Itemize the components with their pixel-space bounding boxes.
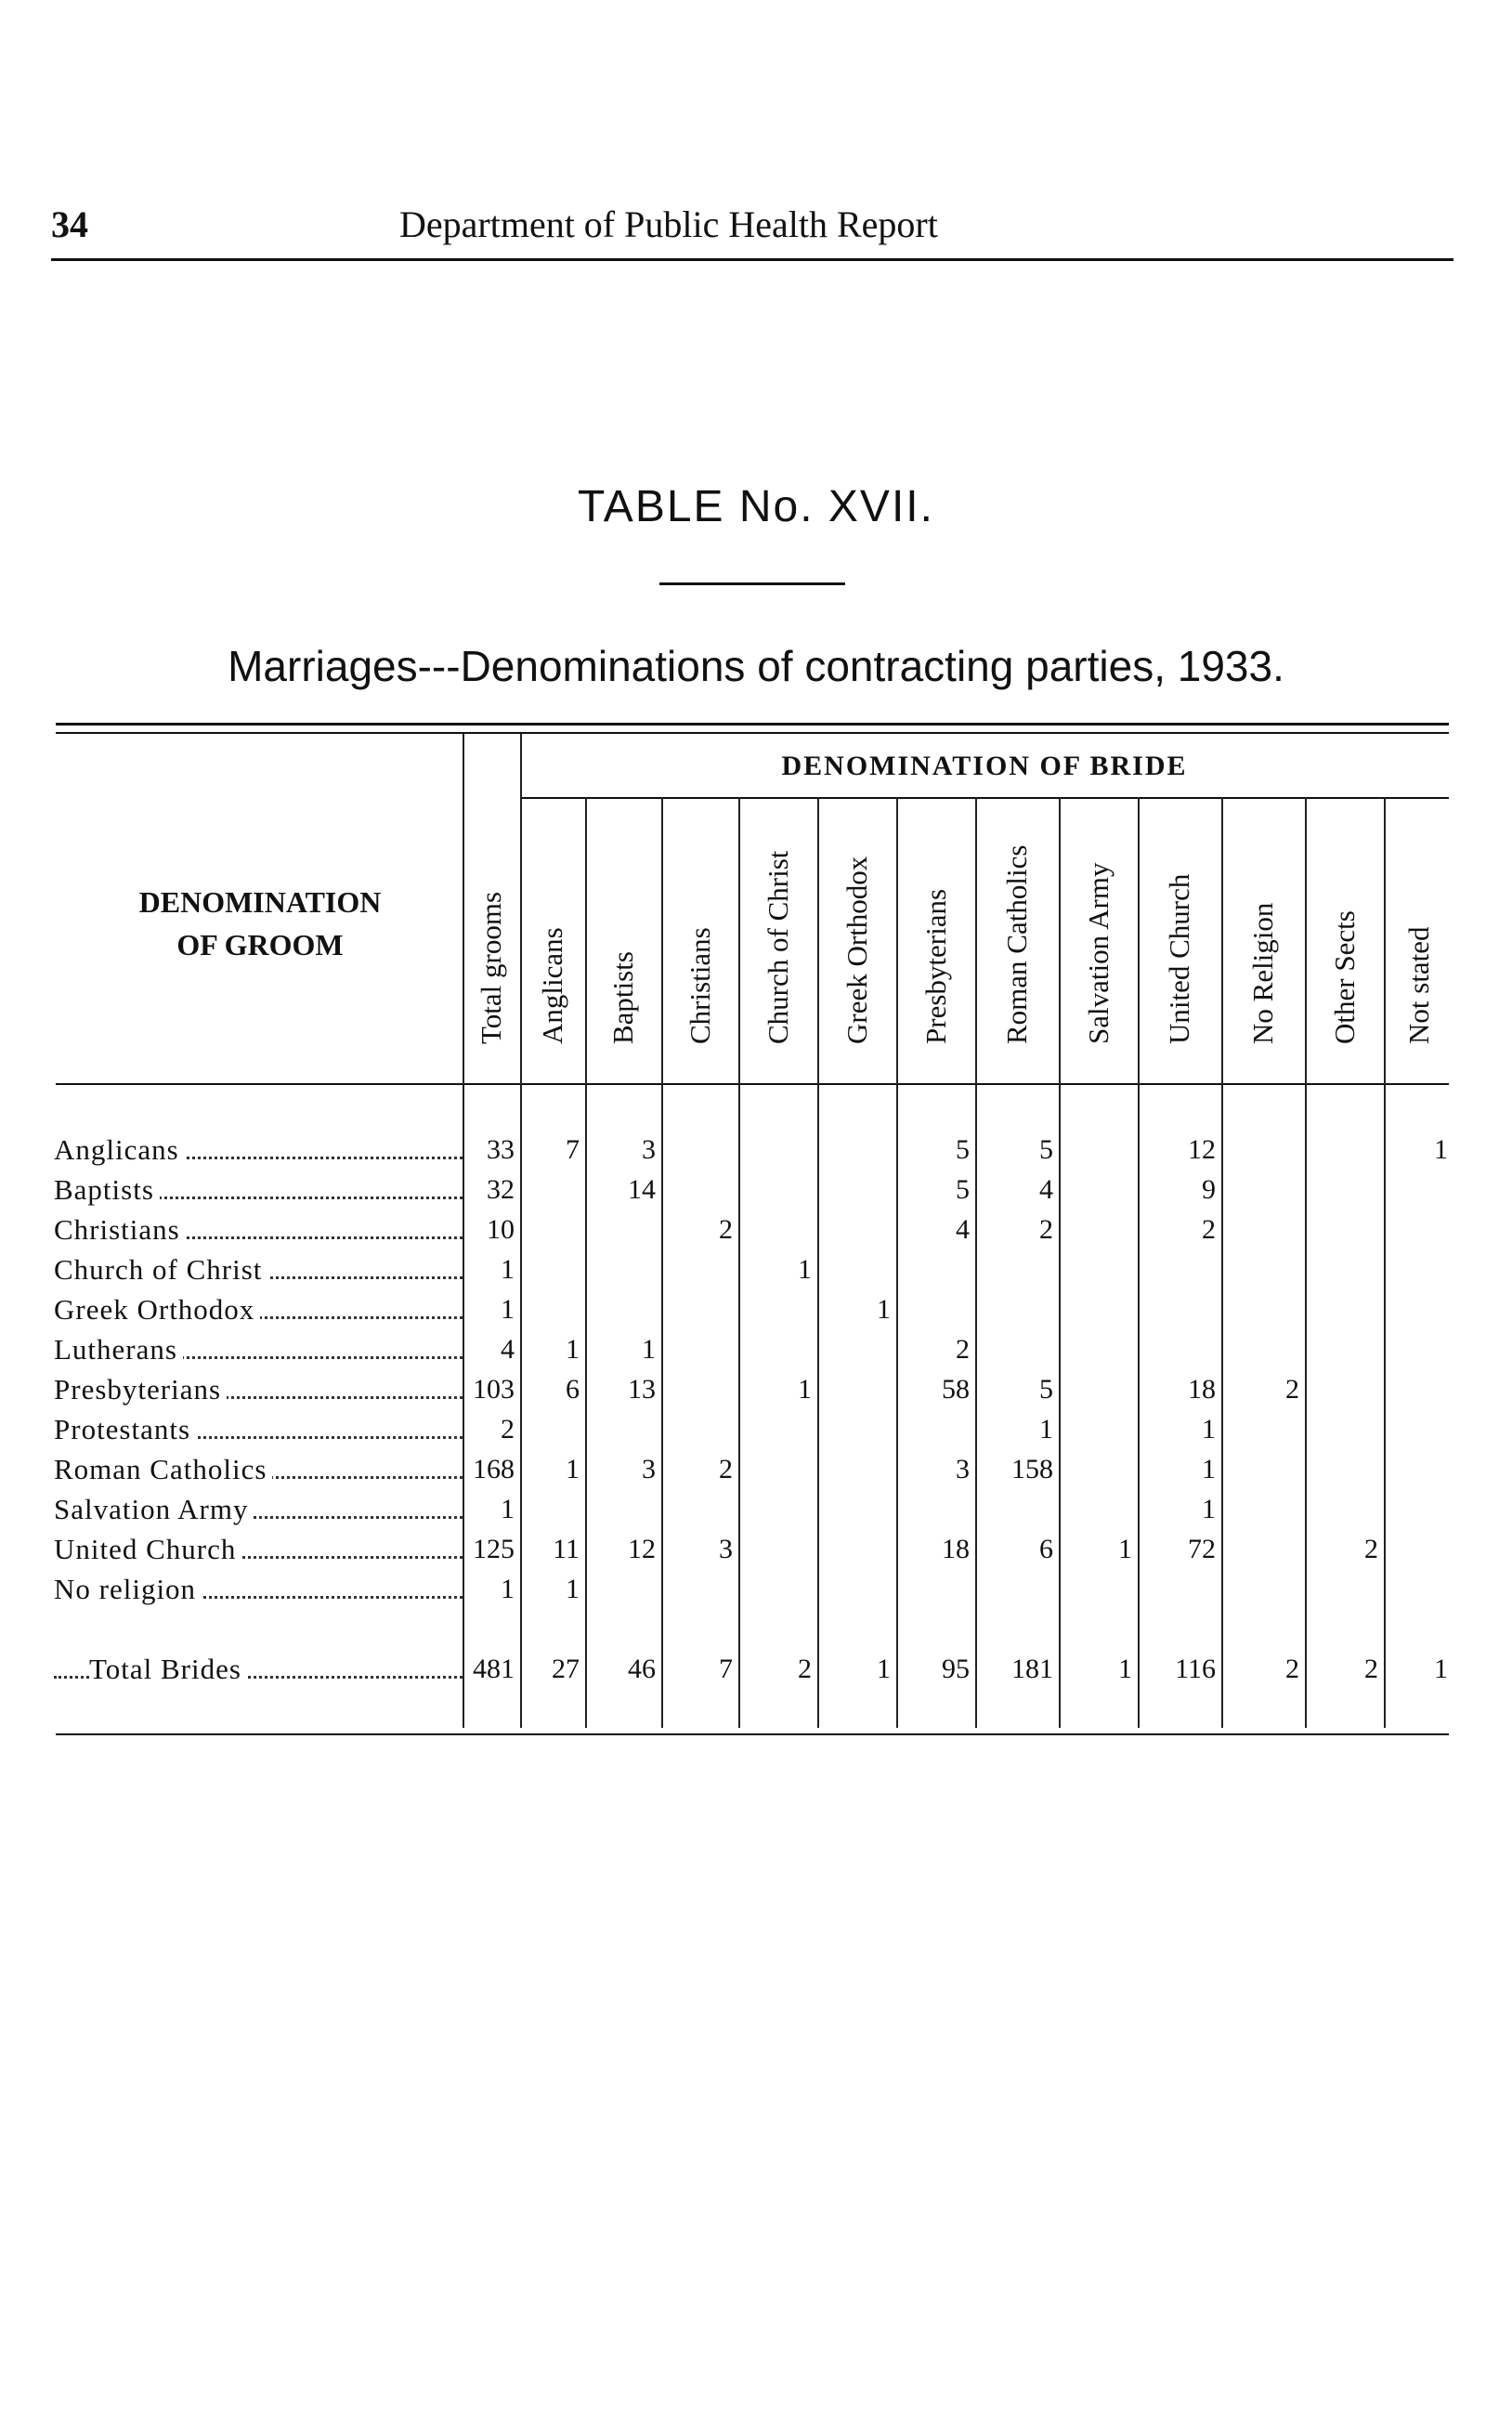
table-cell [737,1211,812,1249]
table-cell [1058,1411,1132,1448]
table-cell: 3 [956,1454,970,1484]
table-cell [1058,1251,1132,1288]
table-cell: 3 [719,1534,733,1564]
table-cell [1304,1331,1378,1368]
column-header [1221,790,1305,1078]
row-label [54,1531,463,1568]
table-cell [816,1131,891,1169]
table-cell: 1 [1202,1414,1216,1445]
table-top-rule [56,723,1449,726]
table-cell [895,1411,970,1448]
table-cell [658,1411,733,1448]
table-cell [1374,1171,1448,1209]
table-cell [1225,1171,1299,1209]
table-cell: 1 [501,1574,515,1604]
table-cell [1058,1451,1132,1488]
table-cell [1374,1251,1448,1288]
table-cell [1304,1451,1378,1488]
table-cell: 1 [566,1334,580,1365]
table-cell: 3 [642,1134,656,1165]
table-cell [1225,1571,1299,1608]
table-cell [816,1371,891,1408]
table-cell: 1 [501,1294,515,1325]
table-cell: 12 [628,1534,656,1564]
table-cell: 1 [1118,1534,1132,1564]
total-row-label [54,1651,463,1688]
total-cell: 116 [1175,1654,1216,1684]
table-cell [581,1571,656,1608]
row-label-text: Roman Catholics [54,1453,272,1485]
table-title: TABLE No. XVII. [578,482,934,531]
table-cell: 3 [642,1454,656,1484]
column-header [520,790,585,1078]
total-cell: 1 [1118,1654,1132,1684]
table-cell: 4 [501,1334,515,1365]
table-cell: 4 [956,1214,970,1245]
table-cell: 1 [566,1574,580,1604]
table-cell: 14 [628,1174,656,1205]
total-cell: 481 [473,1654,515,1684]
table-cell [737,1491,812,1528]
table-cell [1225,1331,1299,1368]
row-label-text: Lutherans [54,1333,183,1366]
column-header [661,790,738,1078]
column-header [817,790,896,1078]
table-cell [737,1291,812,1328]
total-cell: 181 [1011,1654,1053,1684]
table-cell [1058,1171,1132,1209]
table-cell: 1 [798,1374,812,1405]
table-cell: 2 [1364,1534,1378,1564]
table-cell: 1 [566,1454,580,1484]
table-cell: 5 [956,1174,970,1205]
table-cell: 6 [566,1374,580,1405]
row-label [54,1371,463,1408]
total-cell: 2 [798,1654,812,1684]
table-cell: 103 [473,1374,515,1405]
row-label-text: Baptists [54,1173,160,1206]
table-cell [505,1491,580,1528]
table-cell [895,1491,970,1528]
row-label [54,1491,463,1528]
table-cell [816,1211,891,1249]
table-cell [1058,1371,1132,1408]
table-cell: 2 [1039,1214,1053,1245]
row-label-text: Total Brides [89,1653,247,1685]
table-cell [1141,1291,1216,1328]
table-cell: 1 [1434,1134,1448,1165]
table-cell [816,1531,891,1568]
table-cell: 2 [719,1454,733,1484]
table-cell [737,1331,812,1368]
table-cell: 4 [1039,1174,1053,1205]
table-cell: 11 [553,1534,580,1564]
table-cell [1141,1331,1216,1368]
table-cell: 32 [487,1174,515,1205]
table-cell: 7 [566,1134,580,1165]
table-cell: 18 [942,1534,970,1564]
table-cell: 125 [473,1534,515,1564]
column-header [1138,790,1221,1078]
row-label [54,1571,463,1608]
table-cell [737,1171,812,1209]
table-cell [816,1451,891,1488]
table-cell: 72 [1188,1534,1216,1564]
column-header [738,790,817,1078]
table-cell [1141,1251,1216,1288]
column-header [585,790,661,1078]
table-cell: 2 [1285,1374,1299,1405]
table-cell: 12 [1188,1134,1216,1165]
table-cell [1304,1171,1378,1209]
table-cell [658,1171,733,1209]
row-label-text: Greek Orthodox [54,1293,260,1326]
total-cell: 27 [552,1654,580,1684]
row-label-text: Church of Christ [54,1253,267,1286]
table-cell [1058,1331,1132,1368]
table-cell [505,1411,580,1448]
row-label [54,1451,463,1488]
table-cell: 5 [1039,1374,1053,1405]
table-cell [1225,1131,1299,1169]
table-cell [979,1291,1053,1328]
table-cell [979,1251,1053,1288]
row-label-text: United Church [54,1533,241,1565]
total-cell: 1 [877,1654,891,1684]
table-cell [1225,1491,1299,1528]
total-cell: 2 [1285,1654,1299,1684]
table-cell [1374,1491,1448,1528]
row-label-text: Anglicans [54,1133,185,1166]
table-cell [895,1571,970,1608]
table-cell [1374,1331,1448,1368]
column-header-label: Presbyterians [919,888,952,1044]
row-label-text: Salvation Army [54,1493,254,1525]
table-top-rule-2 [56,732,1449,734]
table-cell: 13 [628,1374,656,1405]
table-cell: 1 [798,1254,812,1285]
table-cell: 1 [877,1294,891,1325]
table-cell [1374,1411,1448,1448]
table-cell [1225,1251,1299,1288]
table-cell: 58 [942,1374,970,1405]
table-cell: 5 [1039,1134,1053,1165]
table-cell [1225,1411,1299,1448]
total-cell: 7 [719,1654,733,1684]
table-cell [1374,1371,1448,1408]
table-cell [1304,1291,1378,1328]
row-label-text: No religion [54,1573,202,1605]
table-cell: 1 [642,1334,656,1365]
table-cell [581,1491,656,1528]
table-cell [1374,1451,1448,1488]
row-label [54,1171,463,1209]
title-rule [659,582,845,585]
table-cell [895,1251,970,1288]
total-cell: 2 [1364,1654,1378,1684]
table-cell [816,1251,891,1288]
table-cell: 1 [1039,1414,1053,1445]
table-subtitle: Marriages---Denominations of contracting parties, 1933. [228,642,1284,690]
table-cell [1304,1211,1378,1249]
table-cell [737,1451,812,1488]
table-cell [1058,1131,1132,1169]
row-label-text: Presbyterians [54,1373,227,1406]
table-cell [658,1251,733,1288]
total-cell: 95 [942,1654,970,1684]
table-cell: 10 [487,1214,515,1245]
table-cell [816,1571,891,1608]
page-header [51,203,1453,249]
table-cell [816,1331,891,1368]
row-label-text: Protestants [54,1413,196,1445]
table-cell [1374,1211,1448,1249]
column-header-label: Anglicans [536,927,568,1044]
table-cell [581,1291,656,1328]
table-cell [658,1291,733,1328]
bride-denomination-header: DENOMINATION OF BRIDE [781,751,1188,781]
groom-header-line2: OF GROOM [176,928,344,961]
total-cell: 46 [628,1654,656,1684]
table-cell: 6 [1039,1534,1053,1564]
table-cell [1374,1531,1448,1568]
column-header-label: Church of Christ [761,850,794,1044]
table-cell [658,1371,733,1408]
table-cell [1304,1251,1378,1288]
column-header-label: Salvation Army [1081,862,1114,1044]
table-cell: 2 [1202,1214,1216,1245]
column-header [975,790,1059,1078]
running-title: Department of Public Health Report [399,203,938,245]
table-cell [658,1131,733,1169]
table-cell [581,1411,656,1448]
table-cell [816,1491,891,1528]
table-cell [1374,1291,1448,1328]
table-cell: 2 [719,1214,733,1245]
table-cell [1058,1291,1132,1328]
groom-header-line1: DENOMINATION [138,885,382,919]
table-cell [979,1571,1053,1608]
table-cell [1058,1211,1132,1249]
table-cell [1225,1531,1299,1568]
column-header-label: Roman Catholics [1000,844,1033,1044]
table-bottom-rule [56,1733,1449,1735]
table-cell [505,1291,580,1328]
column-header-label: No Religion [1246,902,1279,1044]
table-cell [1225,1291,1299,1328]
column-header [1384,790,1453,1078]
table-cell: 9 [1202,1174,1216,1205]
table-cell [505,1171,580,1209]
total-cell: 1 [1434,1654,1448,1684]
table-cell [895,1291,970,1328]
column-header-label: Christians [683,927,716,1044]
table-cell [1058,1491,1132,1528]
table-cell [1141,1571,1216,1608]
column-header-label: Total grooms [475,891,507,1044]
table-cell [816,1411,891,1448]
column-header [1059,790,1138,1078]
table-cell: 158 [1011,1454,1053,1484]
table-cell [1304,1491,1378,1528]
table-cell: 1 [1202,1494,1216,1524]
table-cell [581,1211,656,1249]
row-label [54,1211,463,1249]
column-header [1305,790,1384,1078]
table-cell [1225,1211,1299,1249]
table-cell [1304,1131,1378,1169]
row-label-text: Christians [54,1213,186,1246]
table-cell [658,1331,733,1368]
table-cell [658,1491,733,1528]
column-header-label: Other Sects [1327,910,1361,1044]
table-cell: 18 [1188,1374,1216,1405]
header-bottom-rule [56,1083,1449,1085]
groom-denomination-header [56,881,464,966]
table-cell [1374,1571,1448,1608]
table-cell [1058,1571,1132,1608]
row-label [54,1411,463,1448]
table-cell: 2 [501,1414,515,1445]
table-cell [505,1211,580,1249]
table-cell: 5 [956,1134,970,1165]
table-cell [1304,1411,1378,1448]
table-cell: 1 [1202,1454,1216,1484]
table-cell [1225,1451,1299,1488]
table-cell [737,1411,812,1448]
table-cell [1304,1371,1378,1408]
row-label [54,1251,463,1288]
table-cell: 1 [501,1494,515,1524]
column-header-label: United Church [1163,873,1195,1044]
table-cell [816,1171,891,1209]
column-header [896,790,975,1078]
column-header-label: Not stated [1401,926,1435,1044]
row-label [54,1131,463,1169]
column-header-label: Baptists [606,951,639,1044]
table-cell [979,1491,1053,1528]
table-cell: 33 [487,1134,515,1165]
row-label [54,1331,463,1368]
table-cell: 168 [473,1454,515,1484]
column-header [463,790,520,1078]
table-cell [581,1251,656,1288]
table-cell [1304,1571,1378,1608]
column-header-label: Greek Orthodox [840,856,873,1044]
header-rule [51,258,1453,261]
row-label [54,1291,463,1328]
table-cell [979,1331,1053,1368]
page-number: 34 [51,203,88,245]
table-cell [737,1531,812,1568]
table-cell [505,1251,580,1288]
table-cell [658,1571,733,1608]
table-cell [737,1571,812,1608]
table-cell: 1 [501,1254,515,1285]
table-cell: 2 [956,1334,970,1365]
table-cell [737,1131,812,1169]
